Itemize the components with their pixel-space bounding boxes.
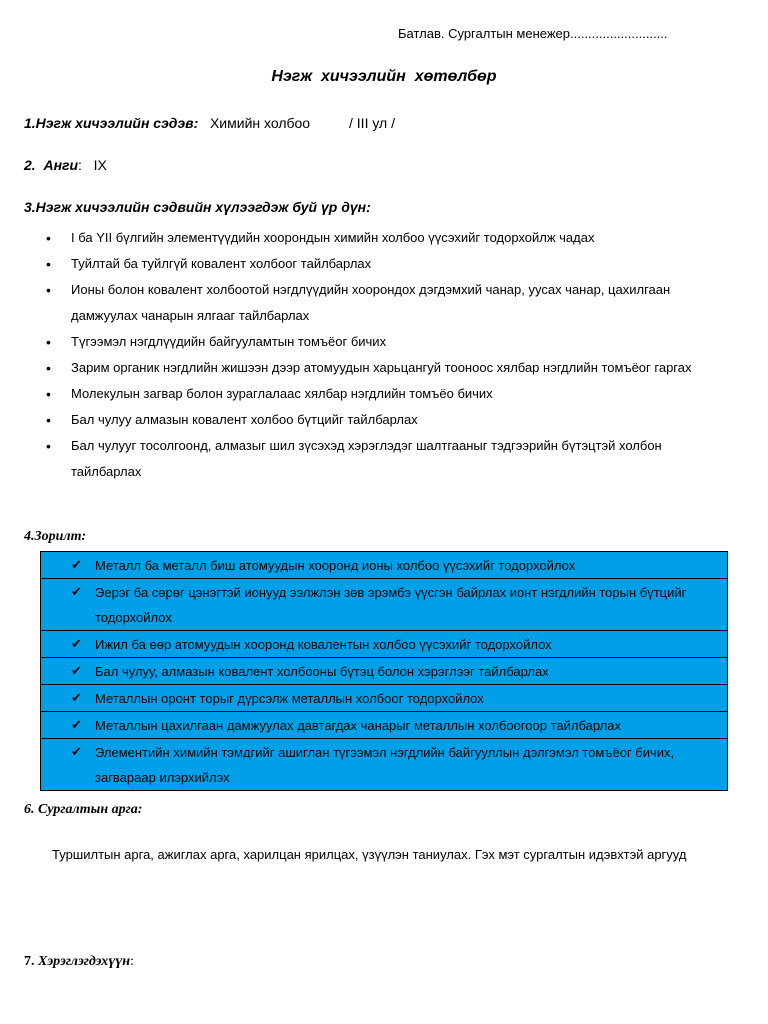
goal-text: Бал чулуу, алмазын ковалент холбооны бүтэц болон хэрэглээг тайлбарлах <box>95 664 549 679</box>
checkmark-icon: ✔ <box>71 717 82 732</box>
topic-label: 1.Нэгж хичээлийн сэдэв: <box>24 115 199 131</box>
list-item: • I ба YII бүлгийн элементүүдийн хоорондын химийн холбоо үүсэхийг тодорхойлж чадах <box>46 225 726 251</box>
grade-label: 2. Анги <box>24 157 79 173</box>
materials-label: Хэрэглэгдэхүүн <box>38 954 130 969</box>
list-item: • Бал чулуу алмазын ковалент холбоо бүтцийг тайлбарлах <box>46 407 726 433</box>
list-item: • Бал чулууг тосолгоонд, алмазыг шил зүсэхэд хэрэглэдэг шалтгааныг тэдгээрийн бүтэцтэй холбон тайлбарлах <box>46 433 726 485</box>
checkmark-icon: ✔ <box>71 690 82 705</box>
expected-outcomes-list <box>46 225 726 485</box>
list-item: • Молекулын загвар болон зураглалаас хялбар нэгдлийн томъёо бичих <box>46 381 726 407</box>
methods-text: Туршилтын арга, ажиглах арга, харилцан ярилцах, үзүүлэн таниулах. Гэх мэт сургалтын идэвхтэй аргууд <box>52 847 687 862</box>
goal-text: Металлын цахилгаан дамжуулах давтагдах чанарыг металлын холбоогоор тайлбарлах <box>95 718 621 733</box>
topic-value: Химийн холбоо <box>209 115 311 131</box>
materials-number: 7. <box>24 954 35 969</box>
checkmark-icon: ✔ <box>71 584 82 599</box>
checkmark-icon: ✔ <box>71 636 82 651</box>
goal-text: Эерэг ба сөрөг цэнэгтэй ионууд ээлжлэн зөв эрэмбэ үүсгэн байрлах ионт нэгдлийн торын бүтцийг тодорхойлох <box>95 585 687 625</box>
goals-table <box>40 551 728 791</box>
table-row <box>41 685 728 712</box>
list-item: • Зарим органик нэгдлийн жишээн дээр атомуудын харьцангуй тооноос хялбар нэгдлийн томъёог гаргах <box>46 355 726 381</box>
table-row <box>41 739 728 791</box>
topic-part: / III ул / <box>349 115 395 131</box>
table-row <box>41 712 728 739</box>
page-title: Нэгж хичээлийн хөтөлбөр <box>271 68 497 85</box>
list-item: • Түгээмэл нэгдлүүдийн байгууламтын томъёог бичих <box>46 329 726 355</box>
table-row <box>41 579 728 631</box>
grade-value: IX <box>93 157 107 173</box>
grade-row <box>24 157 107 173</box>
grade-colon: : <box>78 157 82 173</box>
goal-text: Металл ба металл биш атомуудын хооронд ионы холбоо үүсэхийг тодорхойлох <box>95 558 576 573</box>
checkmark-icon: ✔ <box>71 557 82 572</box>
checkmark-icon: ✔ <box>71 663 82 678</box>
list-item: • Туйлтай ба туйлгүй ковалент холбоог тайлбарлах <box>46 251 726 277</box>
topic-row <box>24 115 395 131</box>
expected-outcomes-heading: 3.Нэгж хичээлийн сэдвийн хүлээгдэж буй үр дүн: <box>24 199 371 215</box>
list-item: • Ионы болон ковалент холбоотой нэгдлүүдийн хоорондох дэгдэмхий чанар, уусах чанар, цахилгаан дамжуулах чанарын ялгааг тайлбарлах <box>46 277 726 329</box>
goals-heading: 4.Зорилт: <box>24 529 87 544</box>
checkmark-icon: ✔ <box>71 744 82 759</box>
table-row <box>41 631 728 658</box>
goal-text: Металлын оронт торыг дүрсэлж металлын холбоог тодорхойлох <box>95 691 484 706</box>
table-row <box>41 658 728 685</box>
materials-heading <box>24 954 134 970</box>
approval-line: Батлав. Сургалтын менежер........................... <box>398 26 668 41</box>
goal-text: Ижил ба өөр атомуудын хооронд ковалентын холбоо үүсэхийг тодорхойлох <box>95 637 552 652</box>
methods-heading: 6. Сургалтын арга: <box>24 802 143 817</box>
goal-text: Элементийн химийн тэмдгийг ашиглан түгээмэл нэгдлийн байгууллын дэлгэмэл томъёог бичих, загвараар илэрхийлэх <box>95 745 675 785</box>
materials-colon: : <box>129 954 134 969</box>
table-row <box>41 552 728 579</box>
